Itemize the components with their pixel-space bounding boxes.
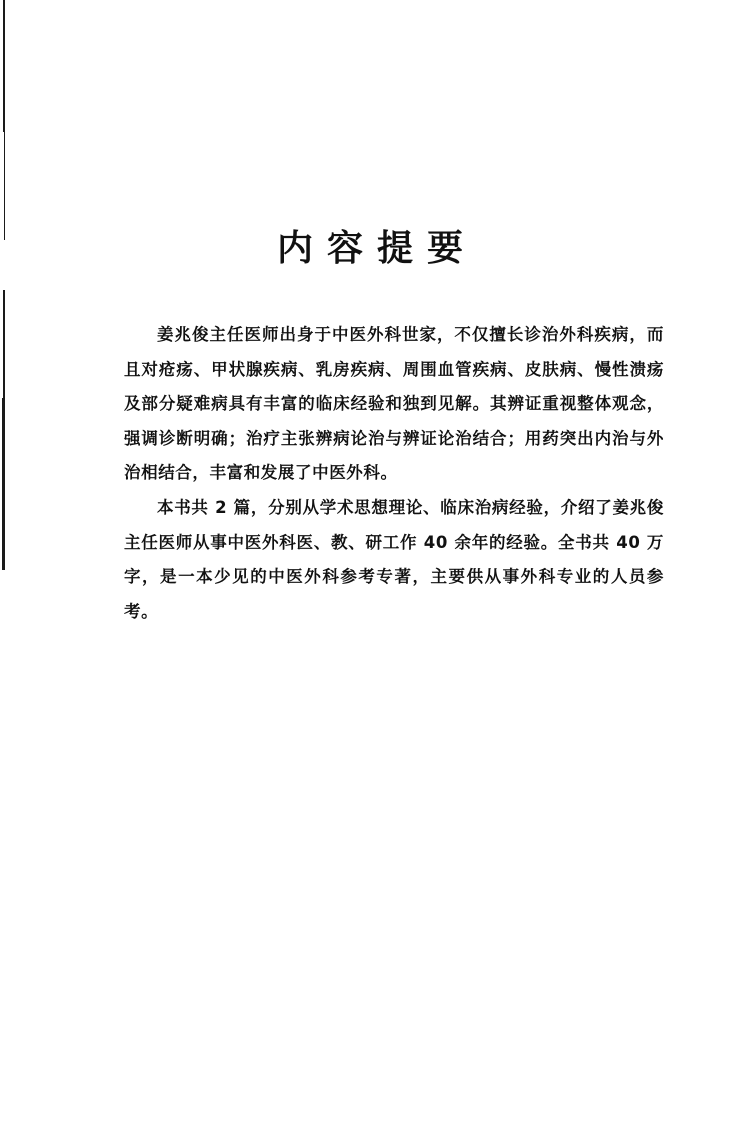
summary-paragraph: 本书共 2 篇，分别从学术思想理论、临床治病经验，介绍了姜兆俊主任医师从事中医外科医、教、研工作 40 余年的经验。全书共 40 万字，是一本少见的中医外科参考专著，主要供从事外科专业的人员参考。 — [124, 497, 664, 621]
scan-edge-line — [3, 290, 5, 398]
page-title: 内容提要 — [276, 227, 477, 270]
scan-edge-line — [3, 0, 5, 132]
summary-body — [124, 318, 664, 629]
summary-paragraph: 姜兆俊主任医师出身于中医外科世家，不仅擅长诊治外科疾病，而且对疮疡、甲状腺疾病、乳房疾病、周围血管疾病、皮肤病、慢性溃疡及部分疑难病具有丰富的临床经验和独到见解。其辨证重视整体观念，强调诊断明确；治疗主张辨病论治与辨证论治结合；用药突出内治与外治相结合，丰富和发展了中医外科。 — [124, 325, 664, 483]
scan-edge-line — [2, 398, 5, 570]
